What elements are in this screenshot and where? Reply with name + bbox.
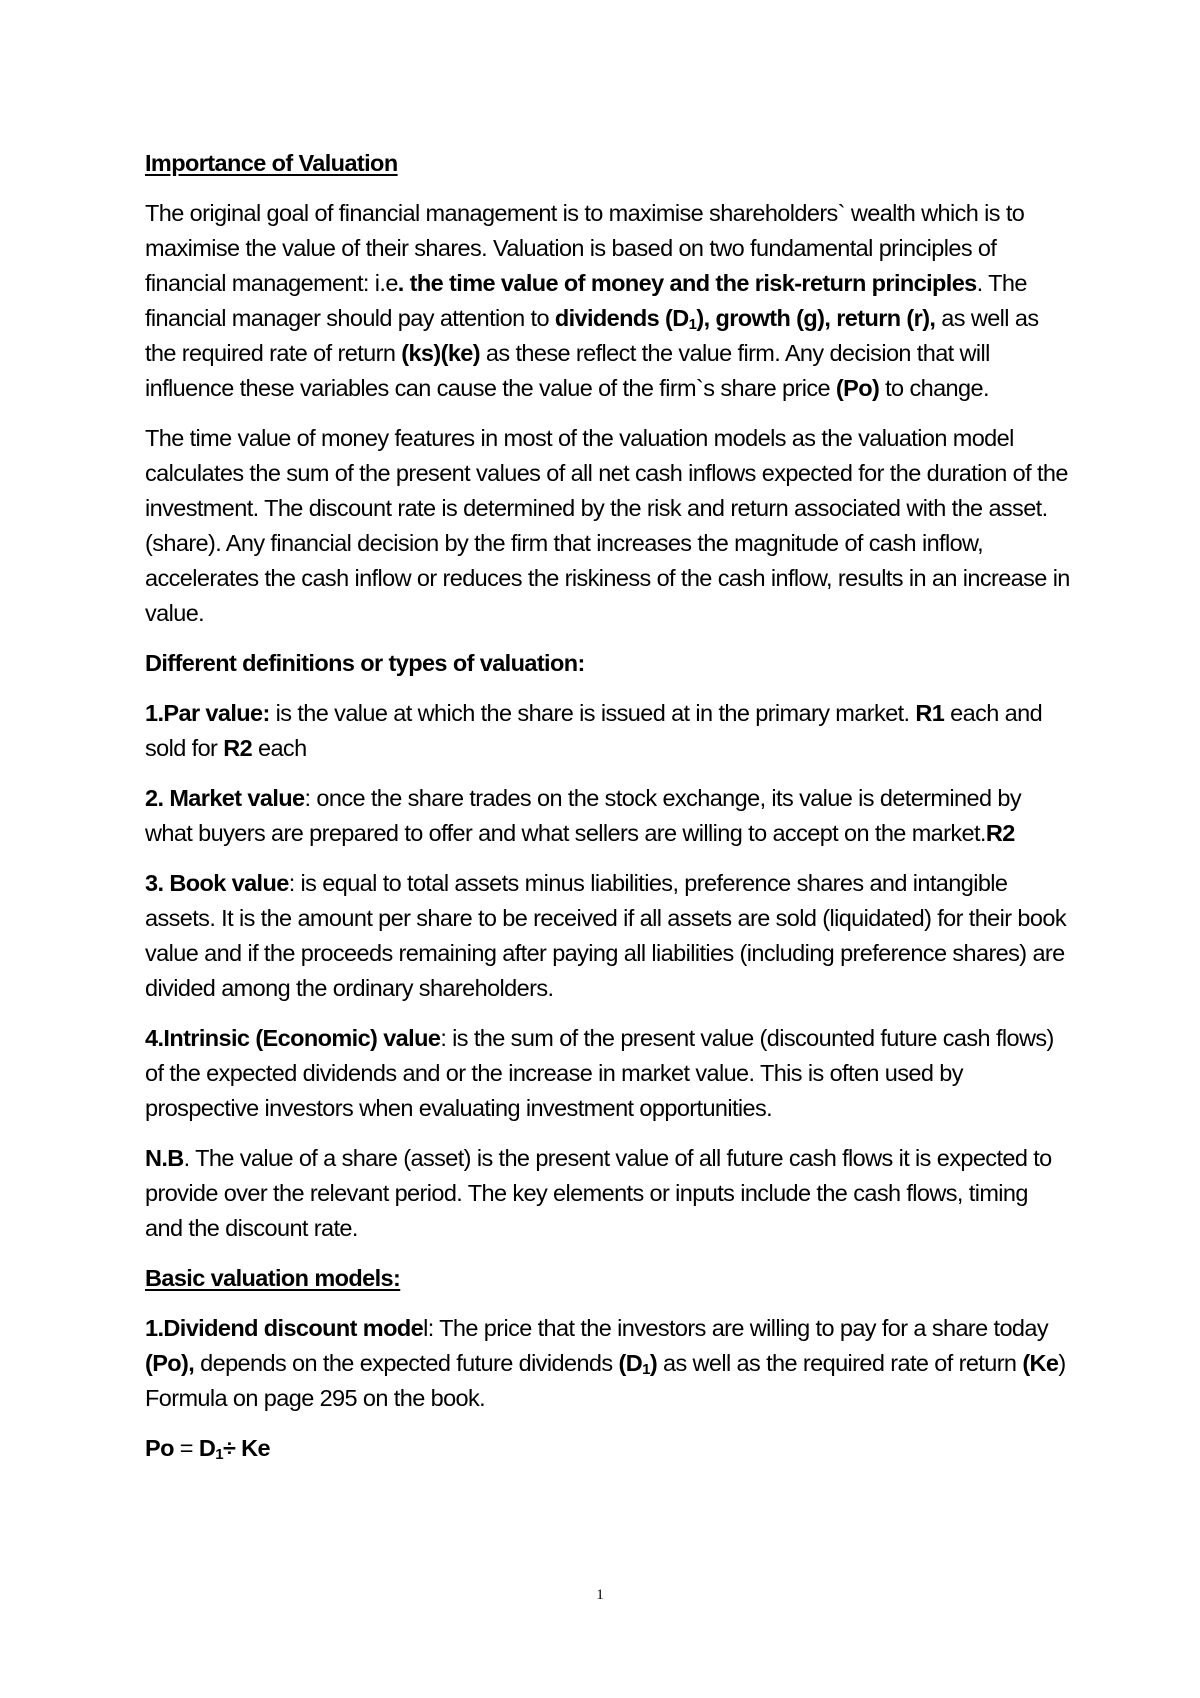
definition-book-value: 3. Book value: is equal to total assets minus liabilities, preference shares and intangible assets. It is the amount per share to be received if all assets are sold (liquidated) for their book value and if the proceeds remaining after paying all liabilities (including preference shares) are divided among the ordinary shareholders. — [145, 870, 1066, 1001]
definition-par-value: 1.Par value: is the value at which the share is issued at in the primary market. R1 each and sold for R2 each — [145, 700, 1043, 761]
page-number: 1 — [596, 1587, 604, 1603]
document-body — [145, 146, 1070, 1466]
paragraph-time-value: The time value of money features in most of the valuation models as the valuation model calculates the sum of the present values of all net cash inflows expected for the duration of the investment. The discount rate is determined by the risk and return associated with the asset. (share). Any financial decision by the firm that increases the magnitude of cash inflow, accelerates the cash inflow or reduces the riskiness of the cash inflow, results in an increase in value. — [145, 425, 1070, 626]
definition-intrinsic-value: 4.Intrinsic (Economic) value: is the sum of the present value (discounted future cash flows) of the expected dividends and or the increase in market value. This is often used by prospective investors when evaluating investment opportunities. — [145, 1025, 1054, 1121]
heading-basic-valuation-models: Basic valuation models: — [145, 1265, 401, 1291]
heading-importance-of-valuation: Importance of Valuation — [145, 150, 398, 176]
note-nb: N.B. The value of a share (asset) is the present value of all future cash flows it is expected to provide over the relevant period. The key elements or inputs include the cash flows, timing and the discount rate. — [145, 1145, 1052, 1241]
definition-market-value: 2. Market value: once the share trades on the stock exchange, its value is determined by what buyers are prepared to offer and what sellers are willing to accept on the market.R2 — [145, 785, 1021, 846]
heading-definitions: Different definitions or types of valuation: — [145, 650, 585, 676]
formula-dividend-discount: $Po = D_1\div Ke$ — [145, 1435, 271, 1463]
model-dividend-discount: 1.Dividend discount model: The price that the investors are willing to pay for a share today (Po), depends on the expected future dividends $(D_1)$ as well as the required rate of return (Ke) Formula on page 295 on the book. — [145, 1315, 1066, 1411]
paragraph-goal: The original goal of financial management is to maximise shareholders` wealth which is to maximise the value of their shares. Valuation is based on two fundamental principles of financial management: i.e. the time value of money and the risk-return principles. The financial manager should pay attention to dividends $(D_1)$, growth (g), return (r), as well as the required rate of return (ks)(ke) as these reflect the value firm. Any decision that will influence these variables can cause the value of the firm`s share price (Po) to change. — [145, 200, 1039, 401]
